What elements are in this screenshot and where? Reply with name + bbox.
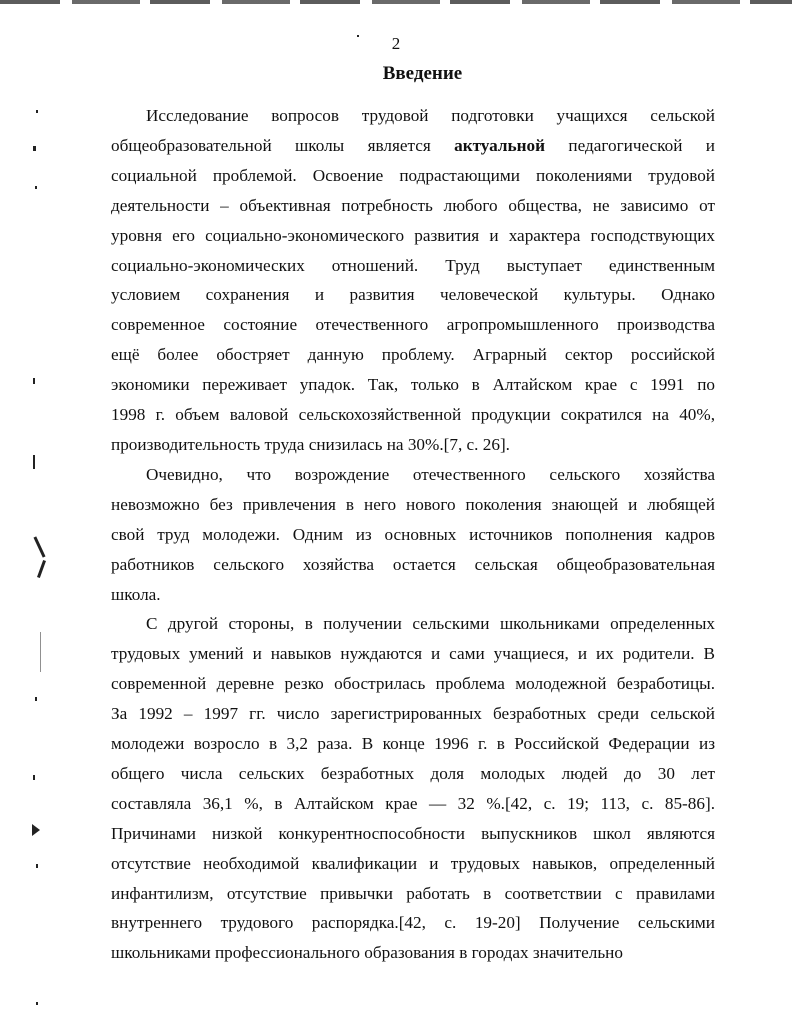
text-line: производительность труда снизилась на 30%.[7, с. 26]. [111,434,510,454]
text-line: общеобразовательной школы является актуальной педагогической и [111,135,716,155]
scan-speck [36,110,38,113]
scan-speck [33,775,35,780]
text-line: экономики переживает упадок. Так, только в Алтайском крае с 1991 по [111,375,715,395]
text-line: молодежи возросло в 3,2 раза. В конце 1996 г. в Российской Федерации из [111,734,715,754]
text-line: составляла 36,1 %, в Алтайском крае — 32 %.[42, с. 19; 113, с. 85-86]. [111,793,715,813]
text-line: современной деревне резко обострилась проблема молодежной безработицы. [111,674,715,694]
text-line: трудовых умений и навыков нуждаются и сами учащиеся, и их родители. В [111,644,715,664]
text-line: Очевидно, что возрождение отечественного сельского хозяйства [146,464,715,484]
text-line: инфантилизм, отсутствие привычки работать в соответствии с правилами [111,883,715,903]
text-line: 1998 г. объем валовой сельскохозяйственной продукции сократился на 40%, [111,405,715,425]
scan-speck [35,186,37,189]
scan-speck [37,560,46,578]
text-line: С другой стороны, в получении сельскими школьниками определенных [146,614,715,634]
text-line: современное состояние отечественного агропромышленного производства [111,315,715,335]
scan-speck [33,146,36,151]
scan-speck [35,697,37,701]
scan-speck [40,632,41,672]
scan-speck [357,35,359,37]
text-line: отсутствие необходимой квалификации и трудовых навыков, определенный [111,853,715,873]
scan-speck [33,536,45,557]
text-line: условием сохранения и развития человеческой культуры. Однако [111,285,715,305]
text-line: работников сельского хозяйства остается сельская общеобразовательная [111,554,715,574]
paragraph [111,460,715,610]
text-line: уровня его социально-экономического развития и характера господствующих [111,225,715,245]
page-title: Введение [382,63,463,84]
text-line: ещё более обостряет данную проблему. Аграрный сектор российской [111,345,715,365]
paragraph [111,609,715,968]
scan-speck [33,455,35,469]
text-line: Причинами низкой конкурентноспособности выпускников школ являются [111,823,715,843]
text-line: внутреннего трудового распорядка.[42, с. 19-20] Получение сельскими [111,913,715,933]
scan-top-border [0,0,792,4]
text-line: школа. [111,584,161,604]
page-number: 2 [391,34,401,53]
document-body [111,101,715,968]
emphasized-term: актуальной [454,135,546,155]
text-line: социальной проблемой. Освоение подрастающими поколениями трудовой [111,165,715,185]
text-line: школьниками профессионального образования в городах значительно [111,943,623,963]
text-line: За 1992 – 1997 гг. число зарегистрированных безработных среди сельской [111,704,715,724]
scan-speck [36,864,38,868]
scan-speck [33,378,35,384]
text-line: Исследование вопросов трудовой подготовки учащихся сельской [146,106,715,125]
text-line: социально-экономических отношений. Труд выступает единственным [111,255,715,275]
scan-speck [32,824,40,836]
scan-speck [36,1002,38,1005]
text-line: невозможно без привлечения в него нового поколения знающей и любящей [111,494,715,514]
paragraph [111,101,715,460]
text-line: свой труд молодежи. Одним из основных источников пополнения кадров [111,524,715,544]
text-line: деятельности – объективная потребность любого общества, не зависимо от [111,195,715,215]
text-line: общего числа сельских безработных доля молодых людей до 30 лет [111,763,715,783]
